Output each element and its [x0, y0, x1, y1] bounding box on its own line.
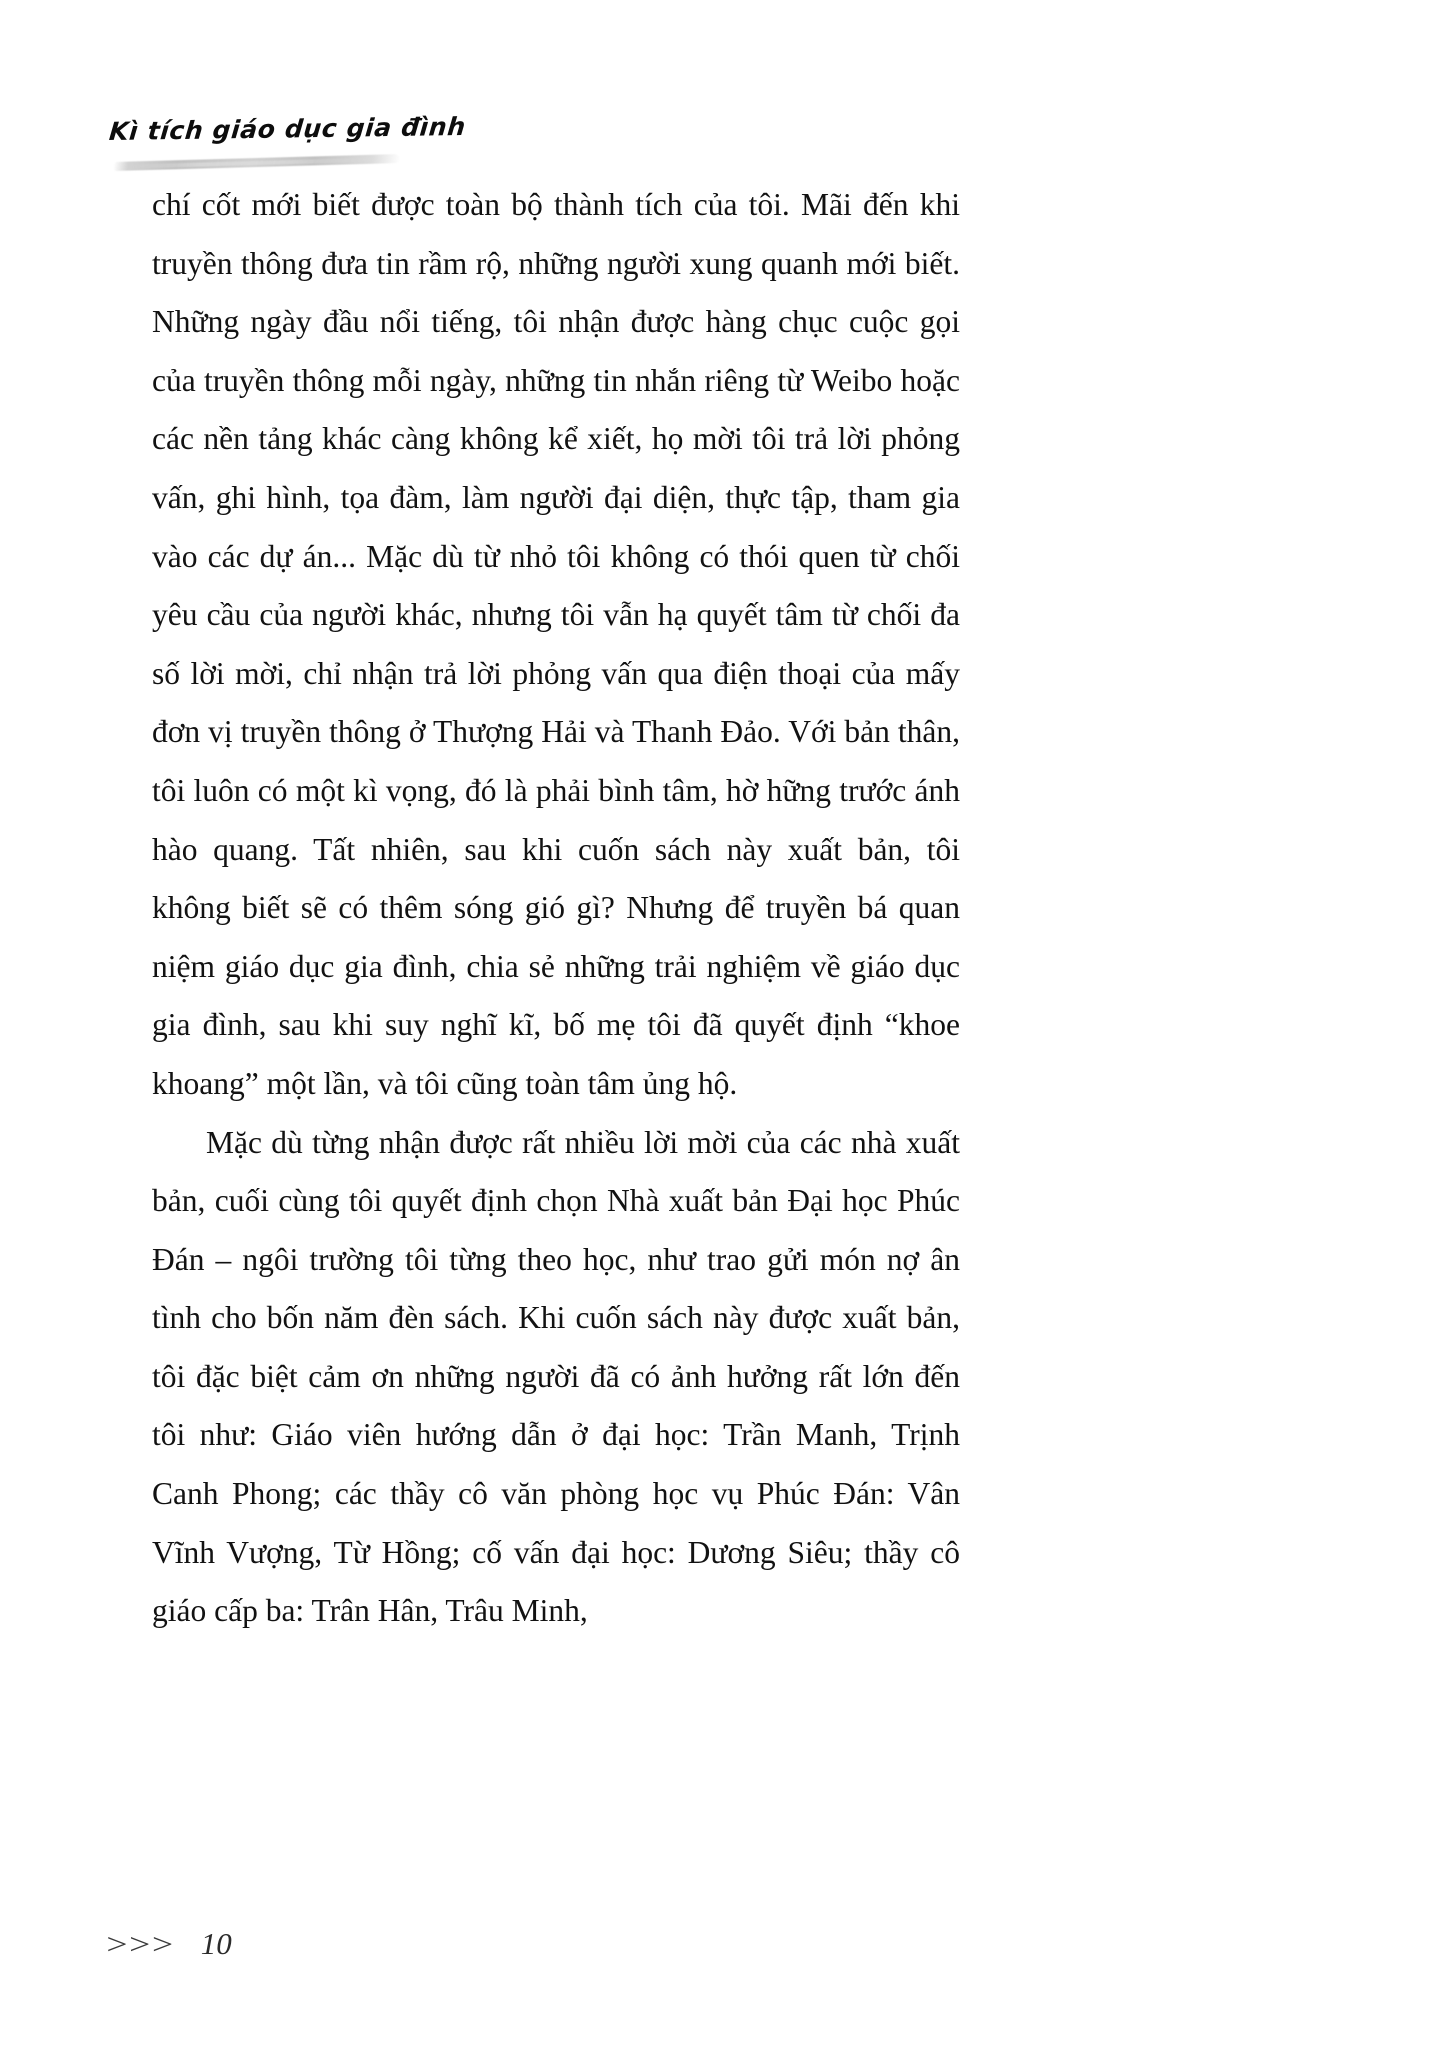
body-paragraph: chí cốt mới biết được toàn bộ thành tích của tôi. Mãi đến khi truyền thông đưa tin rầm rộ, những người xung quanh mới biết. Những ngày đầu nổi tiếng, tôi nhận được hàng chục cuộc gọi của truyền thông mỗi ngày, những tin nhắn riêng từ Weibo hoặc các nền tảng khác càng không kể xiết, họ mời tôi trả lời phỏng vấn, ghi hình, tọa đàm, làm người đại diện, thực tập, tham gia vào các dự án... Mặc dù từ nhỏ tôi không có thói quen từ chối yêu cầu của người khác, nhưng tôi vẫn hạ quyết tâm từ chối đa số lời mời, chỉ nhận trả lời phỏng vấn qua điện thoại của mấy đơn vị truyền thông ở Thượng Hải và Thanh Đảo. Với bản thân, tôi luôn có một kì vọng, đó là phải bình tâm, hờ hững trước ánh hào quang. Tất nhiên, sau khi cuốn sách này xuất bản, tôi không biết sẽ có thêm sóng gió gì? Nhưng để truyền bá quan niệm giáo dục gia đình, chia sẻ những trải nghiệm về giáo dục gia đình, sau khi suy nghĩ kĩ, bố mẹ tôi đã quyết định “khoe khoang” một lần, và tôi cũng toàn tâm ủng hộ.	[152, 187, 960, 1101]
page-number: 10	[200, 1926, 232, 1961]
header-brushstroke-underline	[114, 154, 400, 171]
body-text-column	[152, 176, 960, 1641]
body-paragraph: Mặc dù từng nhận được rất nhiều lời mời của các nhà xuất bản, cuối cùng tôi quyết định chọn Nhà xuất bản Đại học Phúc Đán – ngôi trường tôi từng theo học, như trao gửi món nợ ân tình cho bốn năm đèn sách. Khi cuốn sách này được xuất bản, tôi đặc biệt cảm ơn những người đã có ảnh hưởng rất lớn đến tôi như: Giáo viên hướng dẫn ở đại học: Trần Manh, Trịnh Canh Phong; các thầy cô văn phòng học vụ Phúc Đán: Vân Vĩnh Vượng, Từ Hồng; cố vấn đại học: Dương Siêu; thầy cô giáo cấp ba: Trân Hân, Trâu Minh,	[152, 1124, 960, 1629]
running-header-title: Kì tích giáo dục gia đình	[107, 112, 468, 146]
page-footer	[104, 1926, 232, 1962]
chevrons-right-icon: >>>	[104, 1928, 173, 1961]
